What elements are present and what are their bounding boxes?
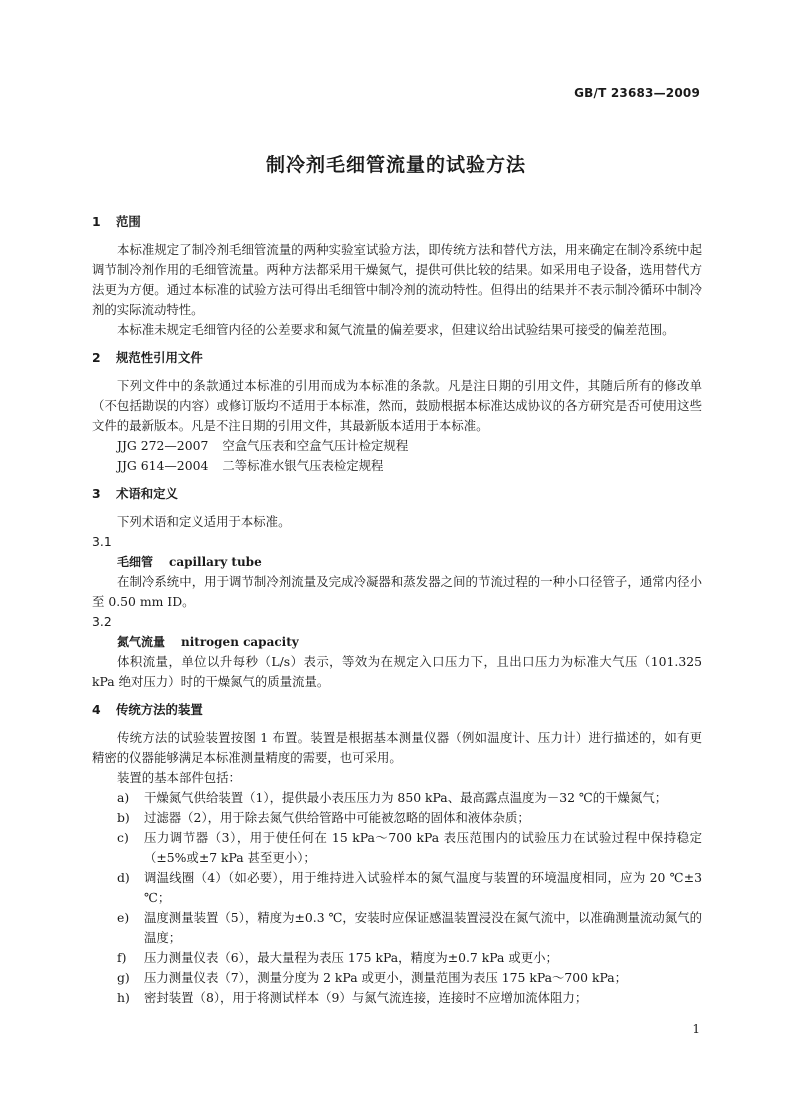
section-number: 3 <box>92 486 101 501</box>
section-heading-traditional-apparatus <box>92 700 702 720</box>
reference-code: JJG 614—2004 <box>117 458 209 473</box>
section-heading-normative-references <box>92 348 702 368</box>
list-text: 过滤器（2），用于除去氮气供给管路中可能被忽略的固体和液体杂质； <box>144 810 530 825</box>
list-label: f) <box>117 950 127 965</box>
list-text: 压力调节器（3），用于使任何在 15 kPa～700 kPa 表压范围内的试验压力在试验过程中保持稳定（±5%或±7 kPa 甚至更小）； <box>144 830 702 865</box>
apparatus-paragraph: 传统方法的试验装置按图 1 布置。装置是根据基本测量仪器（例如温度计、压力计）进行描述的，如有更精密的仪器能够满足本标准测量精度的需要，也可采用。 <box>92 730 702 765</box>
section-title: 术语和定义 <box>116 486 178 501</box>
list-item <box>92 948 702 968</box>
list-text: 干燥氮气供给装置（1），提供最小表压压力为 850 kPa、最高露点温度为－32 ℃的干燥氮气； <box>144 790 668 805</box>
list-label: b) <box>117 810 130 825</box>
section-number: 1 <box>92 214 101 229</box>
references-paragraph: 下列文件中的条款通过本标准的引用而成为本标准的条款。凡是注日期的引用文件，其随后所有的修改单（不包括勘误的内容）或修订版均不适用于本标准，然而，鼓励根据本标准达成协议的各方研究是否可使用这些文件的最新版本。凡是不注日期的引用文件，其最新版本适用于本标准。 <box>92 378 702 433</box>
reference-item <box>92 456 702 476</box>
reference-title: 空盒气压表和空盒气压计检定规程 <box>222 438 409 453</box>
term-heading <box>92 552 702 572</box>
list-text: 压力测量仪表（6），最大量程为表压 175 kPa，精度为±0.7 kPa 或更小； <box>144 950 558 965</box>
document-title: 制冷剂毛细管流量的试验方法 <box>265 154 526 176</box>
term-number: 3.1 <box>92 534 112 549</box>
list-item <box>92 828 702 868</box>
standard-code: GB/T 23683—2009 <box>574 86 700 100</box>
reference-item <box>92 436 702 456</box>
term-english: nitrogen capacity <box>181 635 299 649</box>
terms-intro: 下列术语和定义适用于本标准。 <box>117 514 291 529</box>
page-number: 1 <box>692 1022 700 1036</box>
list-label: a) <box>117 790 130 805</box>
list-item <box>92 788 702 808</box>
list-item <box>92 968 702 988</box>
term-number: 3.2 <box>92 614 112 629</box>
term-definition: 体积流量，单位以升每秒（L/s）表示，等效为在规定入口压力下，且出口压力为标准大气压（101.325 kPa 绝对压力）时的干燥氮气的质量流量。 <box>92 654 702 689</box>
list-label: d) <box>117 870 130 885</box>
term-definition: 在制冷系统中，用于调节制冷剂流量及完成冷凝器和蒸发器之间的节流过程的一种小口径管子，通常内径小至 0.50 mm ID。 <box>92 574 702 609</box>
term-english: capillary tube <box>169 555 262 569</box>
term-name: 毛细管 <box>117 555 154 569</box>
list-text: 温度测量装置（5），精度为±0.3 ℃，安装时应保证感温装置浸没在氮气流中，以准确测量流动氮气的温度； <box>144 910 702 945</box>
list-item <box>92 908 702 948</box>
list-item <box>92 988 702 1008</box>
list-item <box>92 808 702 828</box>
section-heading-terms <box>92 484 702 504</box>
section-title: 范围 <box>116 214 141 229</box>
list-label: c) <box>117 830 129 845</box>
term-heading <box>92 632 702 652</box>
apparatus-list-intro: 装置的基本部件包括： <box>117 770 241 785</box>
list-label: h) <box>117 990 130 1005</box>
section-number: 4 <box>92 702 101 717</box>
scope-paragraph-2: 本标准未规定毛细管内径的公差要求和氮气流量的偏差要求，但建议给出试验结果可接受的偏差范围。 <box>117 322 675 337</box>
section-number: 2 <box>92 350 101 365</box>
list-text: 密封装置（8），用于将测试样本（9）与氮气流连接，连接时不应增加流体阻力； <box>144 990 588 1005</box>
reference-code: JJG 272—2007 <box>117 438 209 453</box>
reference-title: 二等标准水银气压表检定规程 <box>222 458 384 473</box>
list-label: e) <box>117 910 130 925</box>
list-item <box>92 868 702 908</box>
section-title: 规范性引用文件 <box>116 350 203 365</box>
section-title: 传统方法的装置 <box>116 702 203 717</box>
list-text: 调温线圈（4）（如必要），用于维持进入试验样本的氮气温度与装置的环境温度相同，应为 20 ℃±3 ℃； <box>144 870 702 905</box>
document-body <box>92 212 702 1008</box>
term-name: 氮气流量 <box>117 635 166 649</box>
list-label: g) <box>117 970 130 985</box>
section-heading-scope <box>92 212 702 232</box>
list-text: 压力测量仪表（7），测量分度为 2 kPa 或更小，测量范围为表压 175 kPa～700 kPa； <box>144 970 628 985</box>
scope-paragraph-1: 本标准规定了制冷剂毛细管流量的两种实验室试验方法，即传统方法和替代方法，用来确定在制冷系统中起调节制冷剂作用的毛细管流量。两种方法都采用干燥氮气，提供可供比较的结果。如采用电子设备，选用替代方法更为方便。通过本标准的试验方法可得出毛细管中制冷剂的流动特性。但得出的结果并不表示制冷循环中制冷剂的实际流动特性。 <box>92 242 702 317</box>
